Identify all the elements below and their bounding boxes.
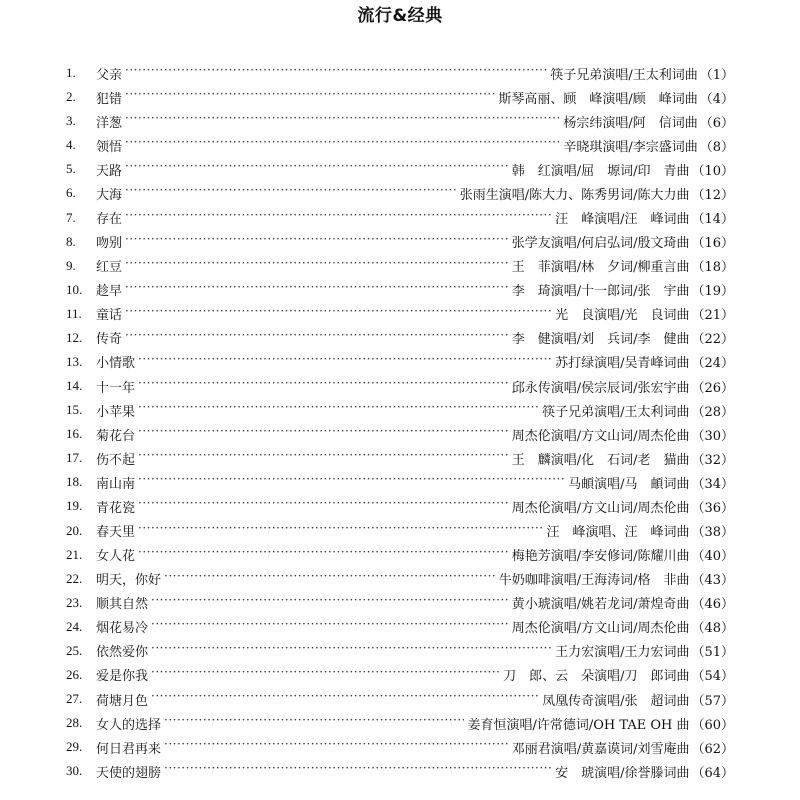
page-number: （36） bbox=[691, 500, 734, 516]
dot-leader bbox=[151, 620, 509, 634]
page-number: （51） bbox=[691, 645, 734, 661]
song-title: 大海 bbox=[96, 187, 123, 203]
song-credit: 光 良演唱/光 良词曲 bbox=[555, 308, 690, 324]
dot-leader bbox=[151, 644, 552, 658]
dot-leader bbox=[125, 307, 552, 321]
toc-entry bbox=[66, 615, 734, 639]
page-number: （16） bbox=[691, 236, 734, 252]
entry-number: 3. bbox=[66, 113, 76, 129]
toc-entry bbox=[66, 663, 734, 687]
entry-number: 4. bbox=[66, 137, 76, 153]
entry-number: 30. bbox=[66, 763, 83, 779]
dot-leader bbox=[125, 114, 560, 128]
toc-entry bbox=[66, 494, 734, 518]
song-credit: 姜育恒演唱/许常德词/OH TAE OH 曲 bbox=[467, 717, 690, 733]
page-number: （1） bbox=[699, 67, 734, 83]
toc-entry bbox=[66, 326, 734, 350]
song-credit: 筷子兄弟演唱/王太利词曲 bbox=[542, 404, 690, 420]
page-number: （26） bbox=[691, 380, 734, 396]
toc-entry bbox=[66, 543, 734, 567]
song-title: 春天里 bbox=[96, 525, 136, 541]
dot-leader bbox=[138, 403, 539, 417]
entry-number: 11. bbox=[66, 305, 82, 321]
song-title: 天使的翅膀 bbox=[96, 765, 162, 781]
dot-leader bbox=[125, 186, 457, 200]
toc-entry bbox=[66, 61, 734, 85]
song-title: 菊花台 bbox=[96, 428, 136, 444]
dot-leader bbox=[138, 451, 509, 465]
page-title: 流行&经典 bbox=[357, 6, 443, 26]
song-credit: 王 麟演唱/化 石词/老 猫曲 bbox=[511, 452, 690, 468]
toc-entry bbox=[66, 711, 734, 735]
dot-leader bbox=[138, 355, 552, 369]
song-title: 小苹果 bbox=[96, 404, 136, 420]
song-credit: 邓丽君演唱/黄嘉谟词/刘雪庵曲 bbox=[511, 741, 690, 757]
song-credit: 苏打绿演唱/吴青峰词曲 bbox=[555, 356, 690, 372]
dot-leader bbox=[125, 259, 509, 273]
dot-leader bbox=[125, 211, 552, 225]
dot-leader bbox=[138, 524, 543, 538]
toc-entry bbox=[66, 591, 734, 615]
song-title: 依然爱你 bbox=[96, 645, 149, 661]
song-title: 青花瓷 bbox=[96, 500, 136, 516]
song-credit: 斯琴高丽、顾 峰演唱/顾 峰词曲 bbox=[498, 91, 698, 107]
dot-leader bbox=[125, 283, 509, 297]
dot-leader bbox=[151, 668, 500, 682]
dot-leader bbox=[125, 66, 547, 80]
song-credit: 王 菲演唱/林 夕词/柳重言曲 bbox=[511, 260, 690, 276]
song-title: 天路 bbox=[96, 163, 123, 179]
toc-entry bbox=[66, 446, 734, 470]
song-title: 传奇 bbox=[96, 332, 123, 348]
song-credit: 刀 郎、云 朵演唱/刀 郎词曲 bbox=[503, 669, 690, 685]
toc-entry bbox=[66, 470, 734, 494]
song-credit: 凤凰传奇演唱/张 超词曲 bbox=[542, 693, 690, 709]
song-credit: 辛晓琪演唱/李宗盛词曲 bbox=[563, 139, 698, 155]
page-number: （24） bbox=[691, 356, 734, 372]
song-credit: 张雨生演唱/陈大力、陈秀男词/陈大力曲 bbox=[459, 187, 690, 203]
song-title: 女人的选择 bbox=[96, 717, 162, 733]
song-title: 十一年 bbox=[96, 380, 136, 396]
toc-entry bbox=[66, 398, 734, 422]
dot-leader bbox=[138, 475, 565, 489]
dot-leader bbox=[138, 427, 509, 441]
toc-entry bbox=[66, 205, 734, 229]
page-number: （12） bbox=[691, 187, 734, 203]
song-credit: 汪 峰演唱、汪 峰词曲 bbox=[546, 525, 690, 541]
entry-number: 20. bbox=[66, 522, 83, 538]
toc-entry bbox=[66, 374, 734, 398]
dot-leader bbox=[138, 379, 509, 393]
entry-number: 1. bbox=[66, 65, 76, 81]
song-credit: 筷子兄弟演唱/王太利词曲 bbox=[550, 67, 698, 83]
song-credit: 周杰伦演唱/方文山词/周杰伦曲 bbox=[511, 428, 690, 444]
song-credit: 韩 红演唱/屈 塬词/印 青曲 bbox=[511, 163, 690, 179]
song-credit: 汪 峰演唱/汪 峰词曲 bbox=[555, 212, 690, 227]
song-credit: 杨宗纬演唱/阿 信词曲 bbox=[563, 115, 698, 131]
song-title: 父亲 bbox=[96, 67, 123, 83]
song-credit: 黄小琥演唱/姚若龙词/萧煌奇曲 bbox=[511, 597, 690, 613]
toc-entry bbox=[66, 278, 734, 302]
song-credit: 马頔演唱/马 頔词曲 bbox=[568, 476, 690, 492]
toc-entry bbox=[66, 567, 734, 591]
song-title: 烟花易冷 bbox=[96, 621, 149, 637]
page-number: （10） bbox=[691, 163, 734, 179]
entry-number: 24. bbox=[66, 618, 83, 634]
song-credit: 周杰伦演唱/方文山词/周杰伦曲 bbox=[511, 500, 690, 516]
page-number: （22） bbox=[691, 332, 734, 348]
dot-leader bbox=[164, 764, 552, 778]
entry-number: 7. bbox=[66, 209, 76, 225]
page-number: （18） bbox=[691, 260, 734, 276]
entry-number: 17. bbox=[66, 450, 83, 466]
toc-entry bbox=[66, 109, 734, 133]
page-number: （57） bbox=[691, 693, 734, 709]
toc-entry bbox=[66, 254, 734, 278]
dot-leader bbox=[125, 162, 509, 176]
entry-number: 28. bbox=[66, 715, 83, 731]
toc-entry bbox=[66, 302, 734, 326]
entry-number: 8. bbox=[66, 233, 76, 249]
page-number: （8） bbox=[699, 139, 734, 155]
toc-entry bbox=[66, 687, 734, 711]
dot-leader bbox=[125, 331, 509, 345]
song-credit: 周杰伦演唱/方文山词/周杰伦曲 bbox=[511, 621, 690, 637]
song-title: 小情歌 bbox=[96, 356, 136, 372]
entry-number: 5. bbox=[66, 161, 76, 177]
entry-number: 18. bbox=[66, 474, 83, 490]
dot-leader bbox=[125, 235, 509, 249]
entry-number: 23. bbox=[66, 594, 83, 610]
song-title: 何日君再来 bbox=[96, 741, 162, 757]
entry-number: 6. bbox=[66, 185, 76, 201]
dot-leader bbox=[164, 740, 509, 754]
entry-number: 22. bbox=[66, 570, 83, 586]
toc-entry bbox=[66, 639, 734, 663]
song-title: 伤不起 bbox=[96, 452, 136, 468]
entry-number: 15. bbox=[66, 402, 83, 418]
song-title: 南山南 bbox=[96, 476, 136, 492]
page-number: （30） bbox=[691, 428, 734, 444]
toc-entry bbox=[66, 230, 734, 254]
dot-leader bbox=[151, 692, 539, 706]
entry-number: 25. bbox=[66, 642, 83, 658]
dot-leader bbox=[151, 596, 509, 610]
toc-entry bbox=[66, 133, 734, 157]
entry-number: 12. bbox=[66, 329, 83, 345]
song-title: 爱是你我 bbox=[96, 669, 149, 685]
song-title: 明天，你好 bbox=[96, 573, 162, 589]
song-title: 存在 bbox=[96, 212, 123, 227]
page-number: （48） bbox=[691, 621, 734, 637]
song-title: 荷塘月色 bbox=[96, 693, 149, 709]
page-number: （40） bbox=[691, 549, 734, 565]
page-number: （60） bbox=[691, 717, 734, 733]
song-title: 吻别 bbox=[96, 236, 123, 252]
dot-leader bbox=[138, 548, 509, 562]
entry-number: 10. bbox=[66, 281, 83, 297]
entry-number: 16. bbox=[66, 426, 83, 442]
page-number: （19） bbox=[691, 284, 734, 300]
page-number: （46） bbox=[691, 597, 734, 613]
page-number: （32） bbox=[691, 452, 734, 468]
page-number: （62） bbox=[691, 741, 734, 757]
page-number: （43） bbox=[691, 573, 734, 589]
song-credit: 李 健演唱/刘 兵词/李 健曲 bbox=[511, 332, 690, 348]
song-credit: 牛奶咖啡演唱/王海涛词/格 非曲 bbox=[498, 573, 690, 589]
page-number: （4） bbox=[699, 91, 734, 107]
entry-number: 26. bbox=[66, 666, 83, 682]
toc-entry bbox=[66, 518, 734, 542]
page-number: （64） bbox=[691, 765, 734, 781]
page-number: （54） bbox=[691, 669, 734, 685]
table-of-contents bbox=[66, 61, 734, 783]
toc-entry bbox=[66, 350, 734, 374]
song-title: 女人花 bbox=[96, 549, 136, 565]
entry-number: 21. bbox=[66, 546, 83, 562]
song-title: 洋葱 bbox=[96, 115, 123, 131]
song-title: 趁早 bbox=[96, 284, 123, 300]
entry-number: 29. bbox=[66, 739, 83, 755]
toc-entry bbox=[66, 759, 734, 783]
entry-number: 19. bbox=[66, 498, 83, 514]
entry-number: 13. bbox=[66, 353, 83, 369]
song-credit: 李 琦演唱/十一郎词/张 宇曲 bbox=[511, 284, 690, 300]
song-credit: 安 琥演唱/徐誉滕词曲 bbox=[555, 765, 690, 781]
entry-number: 14. bbox=[66, 378, 83, 394]
entry-number: 27. bbox=[66, 691, 83, 707]
page-number: （38） bbox=[691, 525, 734, 541]
song-credit: 张学友演唱/何启弘词/殷文琦曲 bbox=[511, 236, 690, 252]
page-number: （34） bbox=[691, 476, 734, 492]
song-title: 童话 bbox=[96, 308, 123, 324]
song-title: 红豆 bbox=[96, 260, 123, 276]
toc-entry bbox=[66, 85, 734, 109]
song-credit: 王力宏演唱/王力宏词曲 bbox=[555, 645, 690, 661]
song-title: 领悟 bbox=[96, 139, 123, 155]
toc-entry bbox=[66, 735, 734, 759]
toc-entry bbox=[66, 157, 734, 181]
page-number: （28） bbox=[691, 404, 734, 420]
dot-leader bbox=[125, 90, 495, 104]
dot-leader bbox=[125, 138, 560, 152]
entry-number: 2. bbox=[66, 89, 76, 105]
dot-leader bbox=[164, 572, 496, 586]
page-number: （21） bbox=[691, 308, 734, 324]
entry-number: 9. bbox=[66, 257, 76, 273]
song-credit: 梅艳芳演唱/李安修词/陈耀川曲 bbox=[511, 549, 690, 565]
song-title: 犯错 bbox=[96, 91, 123, 107]
dot-leader bbox=[138, 499, 509, 513]
toc-entry bbox=[66, 422, 734, 446]
page-number: （6） bbox=[699, 115, 734, 131]
page-number: （14） bbox=[691, 212, 734, 227]
song-credit: 邱永传演唱/侯宗辰词/张宏宇曲 bbox=[511, 380, 690, 396]
song-title: 顺其自然 bbox=[96, 597, 149, 613]
dot-leader bbox=[164, 716, 464, 730]
toc-entry bbox=[66, 181, 734, 205]
